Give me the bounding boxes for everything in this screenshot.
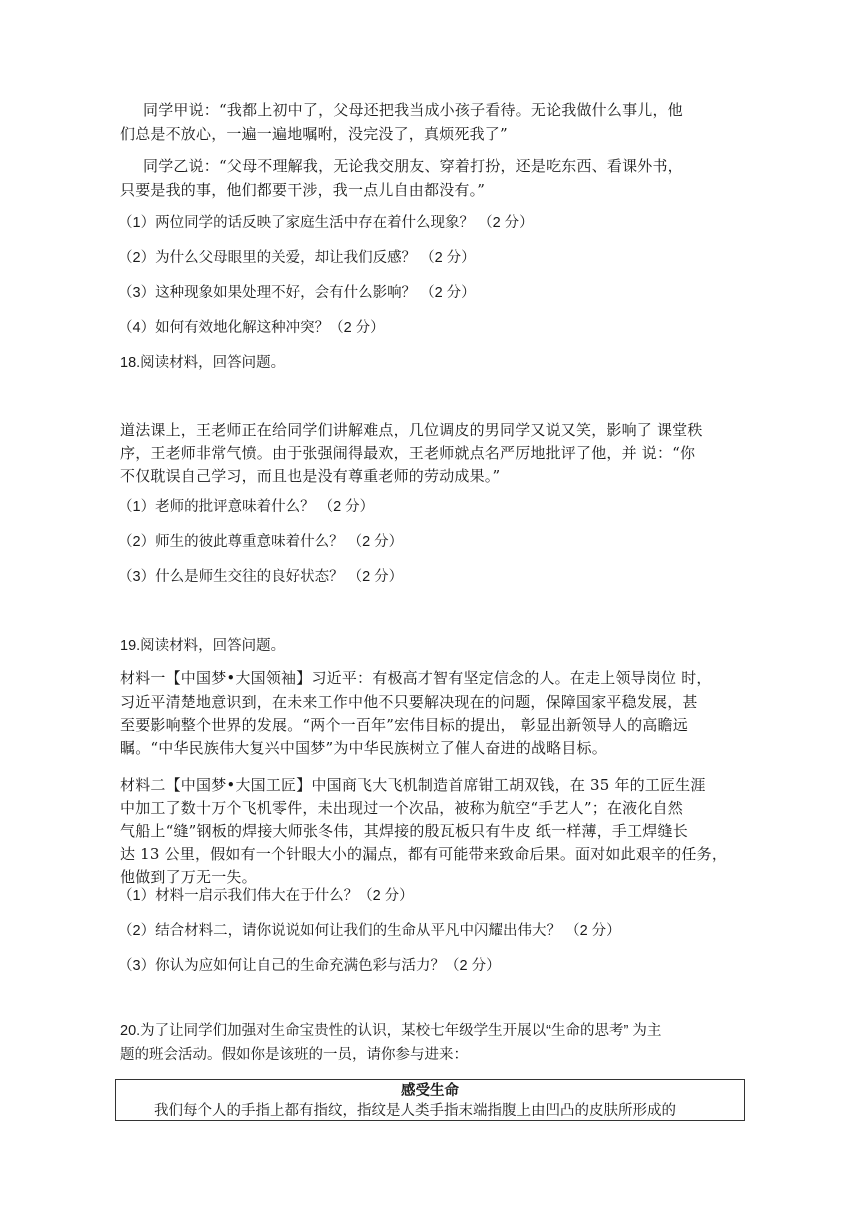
q19-material2-line-5: 他做到了万无一失。 [120,868,257,886]
q19-material1-line-4: 瞩。“中华民族伟大复兴中国梦”为中华民族树立了催人奋进的战略目标。 [120,739,607,757]
q20-heading-line-2: 题的班会活动。假如你是该班的一员，请你参与进来： [120,1047,468,1063]
q18-material-line-1: 道法课上，王老师正在给同学们讲解难点，几位调皮的男同学又说又笑，影响了 课堂秩 [120,421,703,439]
q19-material1-line-2: 习近平清楚地意识到，在未来工作中他不只要解决现在的问题，保障国家平稳发展，甚 [120,693,698,711]
q17-question-1: （1）两位同学的话反映了家庭生活中存在着什么现象？ （2 分） [118,215,534,231]
q19-question-1: （1）材料一启示我们伟大在于什么？（2 分） [118,888,414,904]
q18-question-3: （3）什么是师生交往的良好状态？ （2 分） [118,569,404,585]
q18-heading: 18.阅读材料，回答问题。 [120,355,286,371]
q17-student-b-line-2: 只要是我的事，他们都要干涉，我一点儿自由都没有。” [120,181,486,199]
q20-heading-line-1: 20.为了让同学们加强对生命宝贵性的认识，某校七年级学生开展以“生命的思考” 为主 [120,1023,662,1039]
q17-question-4: （4）如何有效地化解这种冲突？（2 分） [118,320,385,336]
q19-material2-line-1: 材料二【中国梦•大国工匠】中国商飞大飞机制造首席钳工胡双钱，在 35 年的工匠生涯 [120,776,706,794]
q18-material-line-2: 序，王老师非常气愤。由于张强闹得最欢，王老师就点名严厉地批评了他，并 说：“你 [120,444,696,462]
q17-question-3: （3）这种现象如果处理不好，会有什么影响？ （2 分） [118,285,476,301]
box-title: 感受生命 [401,1083,459,1099]
q19-question-3: （3）你认为应如何让自己的生命充满色彩与活力？（2 分） [118,958,501,974]
q17-student-b-line-1: 同学乙说：“父母不理解我，无论我交朋友、穿着打扮，还是吃东西、看课外书， [143,157,683,175]
q19-material2-line-4: 达 13 公里，假如有一个针眼大小的漏点，都有可能带来致命后果。面对如此艰辛的任务， [120,845,728,863]
q19-material2-line-3: 气船上“缝”钢板的焊接大师张冬伟，其焊接的殷瓦板只有牛皮 纸一样薄，手工焊缝长 [120,822,688,840]
q18-material-line-3: 不仅耽误自己学习，而且也是没有尊重老师的劳动成果。” [120,467,501,485]
q19-material1-line-1: 材料一【中国梦•大国领袖】习近平：有极高才智有坚定信念的人。在走上领导岗位 时， [120,669,712,687]
q18-question-1: （1）老师的批评意味着什么？ （2 分） [118,499,375,515]
q19-question-2: （2）结合材料二，请你说说如何让我们的生命从平凡中闪耀出伟大？ （2 分） [118,923,621,939]
q17-question-2: （2）为什么父母眼里的关爱，却让我们反感？ （2 分） [118,250,476,266]
feel-life-box [115,1079,745,1121]
q19-material2-line-2: 中加工了数十万个飞机零件，未出现过一个次品，被称为航空“手艺人”；在液化自然 [120,799,683,817]
q17-student-a-line-2: 们总是不放心，一遍一遍地嘱咐，没完没了，真烦死我了” [120,125,508,143]
q19-heading: 19.阅读材料，回答问题。 [120,638,286,654]
q17-student-a-line-1: 同学甲说：“我都上初中了，父母还把我当成小孩子看待。无论我做什么事儿，他 [143,101,683,119]
q19-material1-line-3: 至要影响整个世界的发展。“两个一百年”宏伟目标的提出， 彰显出新领导人的高瞻远 [120,716,688,734]
q18-question-2: （2）师生的彼此尊重意味着什么？ （2 分） [118,534,404,550]
box-text: 我们每个人的手指上都有指纹，指纹是人类手指末端指腹上由凹凸的皮肤所形成的 [154,1103,676,1119]
